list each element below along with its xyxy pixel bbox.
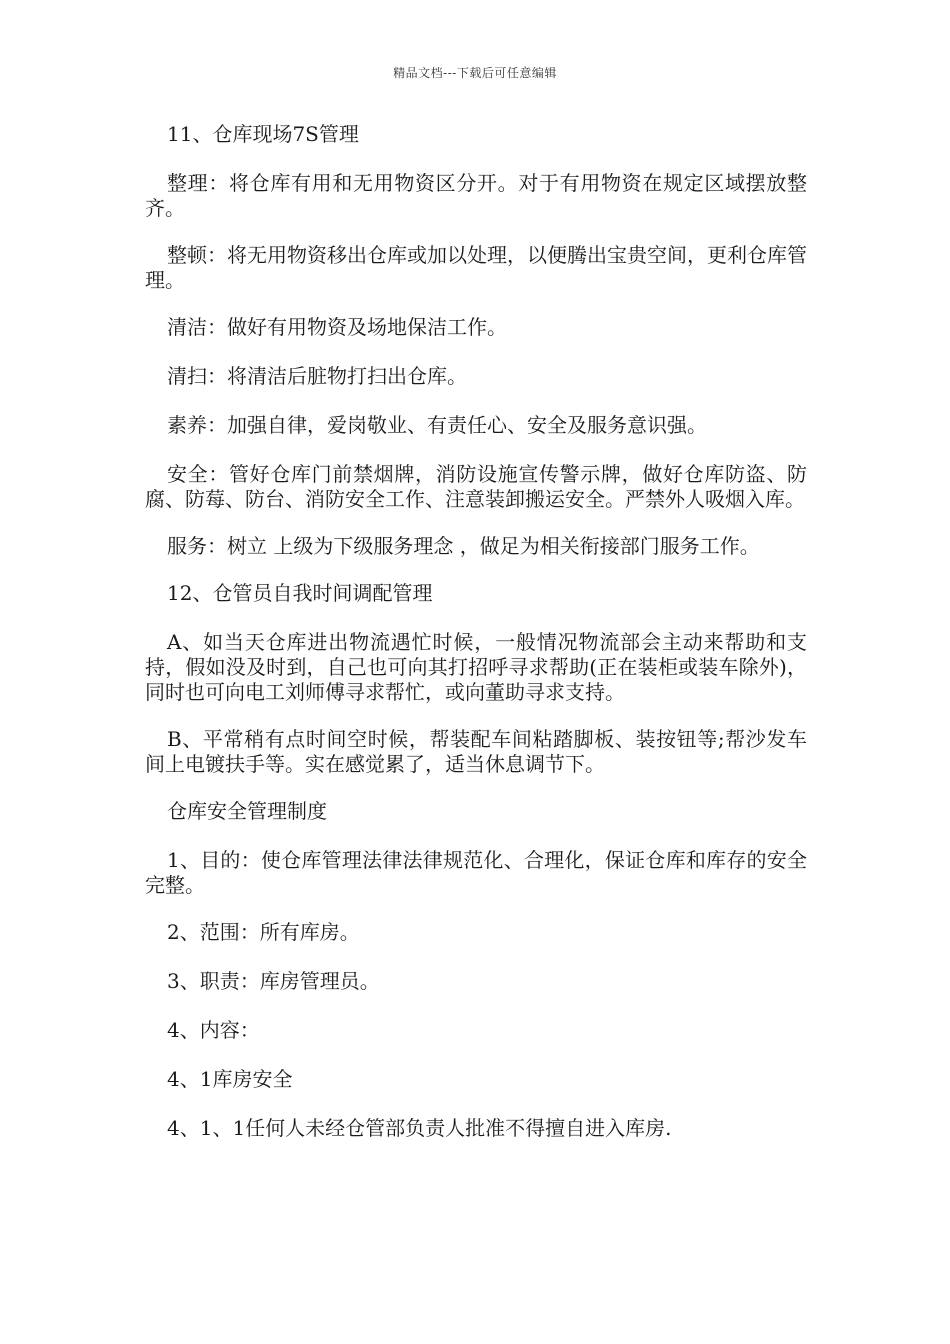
paragraph-set-in-order: 整顿：将无用物资移出仓库或加以处理，以便腾出宝贵空间，更利仓库管理。: [145, 243, 807, 292]
paragraph-sort: 整理：将仓库有用和无用物资区分开。对于有用物资在规定区域摆放整齐。: [145, 171, 807, 220]
paragraph-safety: 安全：管好仓库门前禁烟牌，消防设施宣传警示牌，做好仓库防盗、防腐、防莓、防台、消防安全工作、注意装卸搬运安全。严禁外人吸烟入库。: [145, 462, 807, 511]
section-heading-safety-policy: 仓库安全管理制度: [167, 799, 327, 823]
paragraph-warehouse-safety: 4、1库房安全: [167, 1067, 293, 1091]
page-header: 精品文档---下载后可任意编辑: [393, 66, 557, 80]
section-heading-7s: 11、仓库现场7S管理: [167, 122, 359, 146]
paragraph-rule-4-1-1: 4、1、1任何人未经仓管部负责人批准不得擅自进入库房.: [167, 1116, 672, 1140]
paragraph-contents: 4、内容：: [167, 1018, 260, 1042]
paragraph-item-b: B、平常稍有点时间空时候，帮装配车间粘踏脚板、装按钮等;帮沙发车间上电镀扶手等。实在感觉累了，适当休息调节下。: [145, 727, 807, 776]
paragraph-sweep: 清扫：将清洁后脏物打扫出仓库。: [167, 364, 467, 388]
paragraph-service: 服务：树立 上级为下级服务理念 ，做足为相关衔接部门服务工作。: [167, 534, 760, 558]
paragraph-scope: 2、范围：所有库房。: [167, 920, 360, 944]
document-body: [145, 122, 807, 1165]
section-heading-time-management: 12、仓管员自我时间调配管理: [167, 581, 433, 605]
paragraph-discipline: 素养：加强自律，爱岗敬业、有责任心、安全及服务意识强。: [167, 413, 707, 437]
paragraph-clean: 清洁：做好有用物资及场地保洁工作。: [167, 315, 507, 339]
paragraph-item-a: A、如当天仓库进出物流遇忙时候，一般情况物流部会主动来帮助和支持，假如没及时到，自己也可向其打招呼寻求帮助(正在装柜或装车除外)，同时也可向电工刘师傅寻求帮忙，或向董助寻求支持。: [145, 630, 807, 704]
paragraph-purpose: 1、目的：使仓库管理法律法律规范化、合理化，保证仓库和库存的安全完整。: [145, 848, 807, 897]
paragraph-responsibility: 3、职责：库房管理员。: [167, 969, 380, 993]
